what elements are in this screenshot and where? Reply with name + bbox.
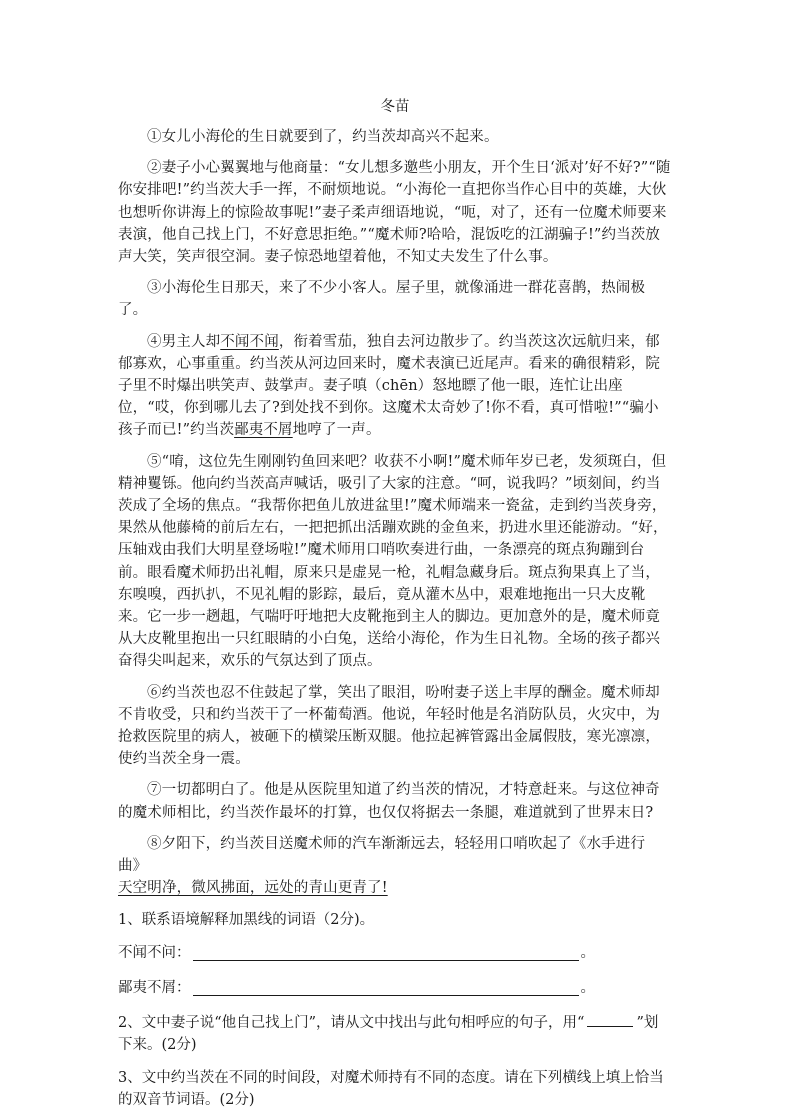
paragraph-1: ①女儿小海伦的生日就要到了，约当茨却高兴不起来。 — [147, 129, 499, 145]
paragraph-6: ⑥约当茨也忍不住鼓起了掌，笑出了眼泪，吩咐妻子送上丰厚的酬金。魔术师却不肯收受，只和约当茨干了一杯葡萄酒。他说，年轻时他是名消防队员，火灾中，为抢救医院里的病人，被砸下的横梁压断双腿。他拉起裤管露出金属假肢，寒光凛凛，使约当茨全身一震。 — [118, 684, 661, 768]
answer-label-2: 鄙夷不屑： — [118, 979, 191, 996]
paragraph-5: ⑤“唷，这位先生刚刚钓鱼回来吧？收获不小啊!”魔术师年岁已老，发须斑白，但精神矍铄。他向约当茨高声喊话，吸引了大家的注意。“呵，说我吗？”顷刻间，约当茨成了全场的焦点。“我帮你把鱼儿放进盆里!”魔术师端来一瓷盆，走到约当茨身旁，果然从他藤椅的前后左右，一把把抓出活蹦欢跳的金鱼来，扔进水里还能游动。“好，压轴戏由我们大明星登场啦!”魔术师用口哨吹奏进行曲，一条漂亮的斑点狗蹦到台前。眼看魔术师扔出礼帽，原来只是虚晃一枪，礼帽急藏身后。斑点狗果真上了当，东嗅嗅，西扒扒，不见礼帽的影踪，最后，竟从灌木丛中，艰难地拖出一只大皮靴来。它一步一趔趄，气喘吁吁地把大皮靴拖到主人的脚边。更加意外的是，魔术师竟从大皮靴里抱出一只红眼睛的小白兔，送给小海伦，作为生日礼物。全场的孩子都兴奋得尖叫起来，欢乐的气氛达到了顶点。 — [118, 453, 668, 670]
paragraph-8-text: ⑧夕阳下，约当茨目送魔术师的汽车渐渐远去，轻轻用口哨吹起了《水手进行曲》 — [118, 835, 646, 875]
underlined-sentence: 天空明净，微风拂面，远处的青山更青了! — [118, 880, 388, 897]
article-title: 冬苗 — [380, 99, 410, 115]
answer-label-1: 不闻不问： — [118, 944, 191, 961]
underline-mark-sample — [587, 1012, 633, 1027]
question-2-text-a: 2、文中妻子说“他自己找上门”，请从文中找出与此句相呼应的句子，用“ — [118, 1014, 585, 1031]
underlined-term-2: 鄙夷不屑 — [234, 422, 293, 439]
paragraph-4-text-c: 地哼了一声。 — [292, 422, 381, 439]
question-1: 1、联系语境解释加黑线的词语（2分)。 — [118, 911, 375, 928]
answer-row-1 — [118, 942, 672, 964]
paragraph-7: ⑦一切都明白了。他是从医院里知道了约当茨的情况，才特意赶来。与这位神奇的魔术师相比，约当茨作最坏的打算，也仅仅将据去一条腿，难道就到了世界末日? — [118, 782, 660, 821]
answer-row-2 — [118, 977, 672, 999]
answer-end-2: 。 — [580, 979, 595, 996]
question-2 — [118, 1012, 672, 1056]
paragraph-3: ③小海伦生日那天，来了不少小客人。屋子里，就像涌进一群花喜鹊，热闹极了。 — [118, 280, 646, 319]
paragraph-4 — [118, 331, 672, 442]
answer-end-1: 。 — [580, 944, 595, 961]
answer-blank-2[interactable] — [193, 979, 579, 996]
question-3: 3、文中约当茨在不同的时间段，对魔术师持有不同的态度。请在下列横线上填上恰当的双音节词语。(2分) — [118, 1070, 664, 1109]
paragraph-4-text-a: ④男主人却 — [147, 333, 221, 350]
answer-blank-1[interactable] — [193, 944, 579, 961]
paragraph-4-text-b: ，衔着雪茄，独自去河边散步了。约当茨这次远航归来，郁郁寡欢，心事重重。约当茨从河边回来时，魔术表演已近尾声。看来的确很精彩，院子里不时爆出哄笑声、鼓掌声。妻子嗔（chēn）怒地瞟了他一眼，连忙让出座位，“哎，你到哪儿去了?到处找不到你。这魔术太奇妙了!你不看，真可惜啦!”“骗小孩子而已!”约当茨 — [118, 333, 661, 439]
underlined-term-1: 不闻不闻 — [220, 333, 279, 350]
paragraph-2: ②妻子小心翼翼地与他商量：“女儿想多邀些小朋友，开个生日‘派对’好不好?”“随你安排吧!”约当茨大手一挥，不耐烦地说。“小海伦一直把你当作心目中的英雄，大伙也想听你讲海上的惊险故事呢!”妻子柔声细语地说，“呃，对了，还有一位魔术师要来表演，他自己找上门，不好意思拒绝。”“魔术师?哈哈，混饭吃的江湖骗子!”约当茨放声大笑，笑声很空洞。妻子惊恐地望着他，不知丈夫发生了什么事。 — [118, 160, 671, 266]
paragraph-8 — [118, 833, 672, 900]
question-2-text-b: ”划下来。(2分) — [118, 1014, 659, 1053]
